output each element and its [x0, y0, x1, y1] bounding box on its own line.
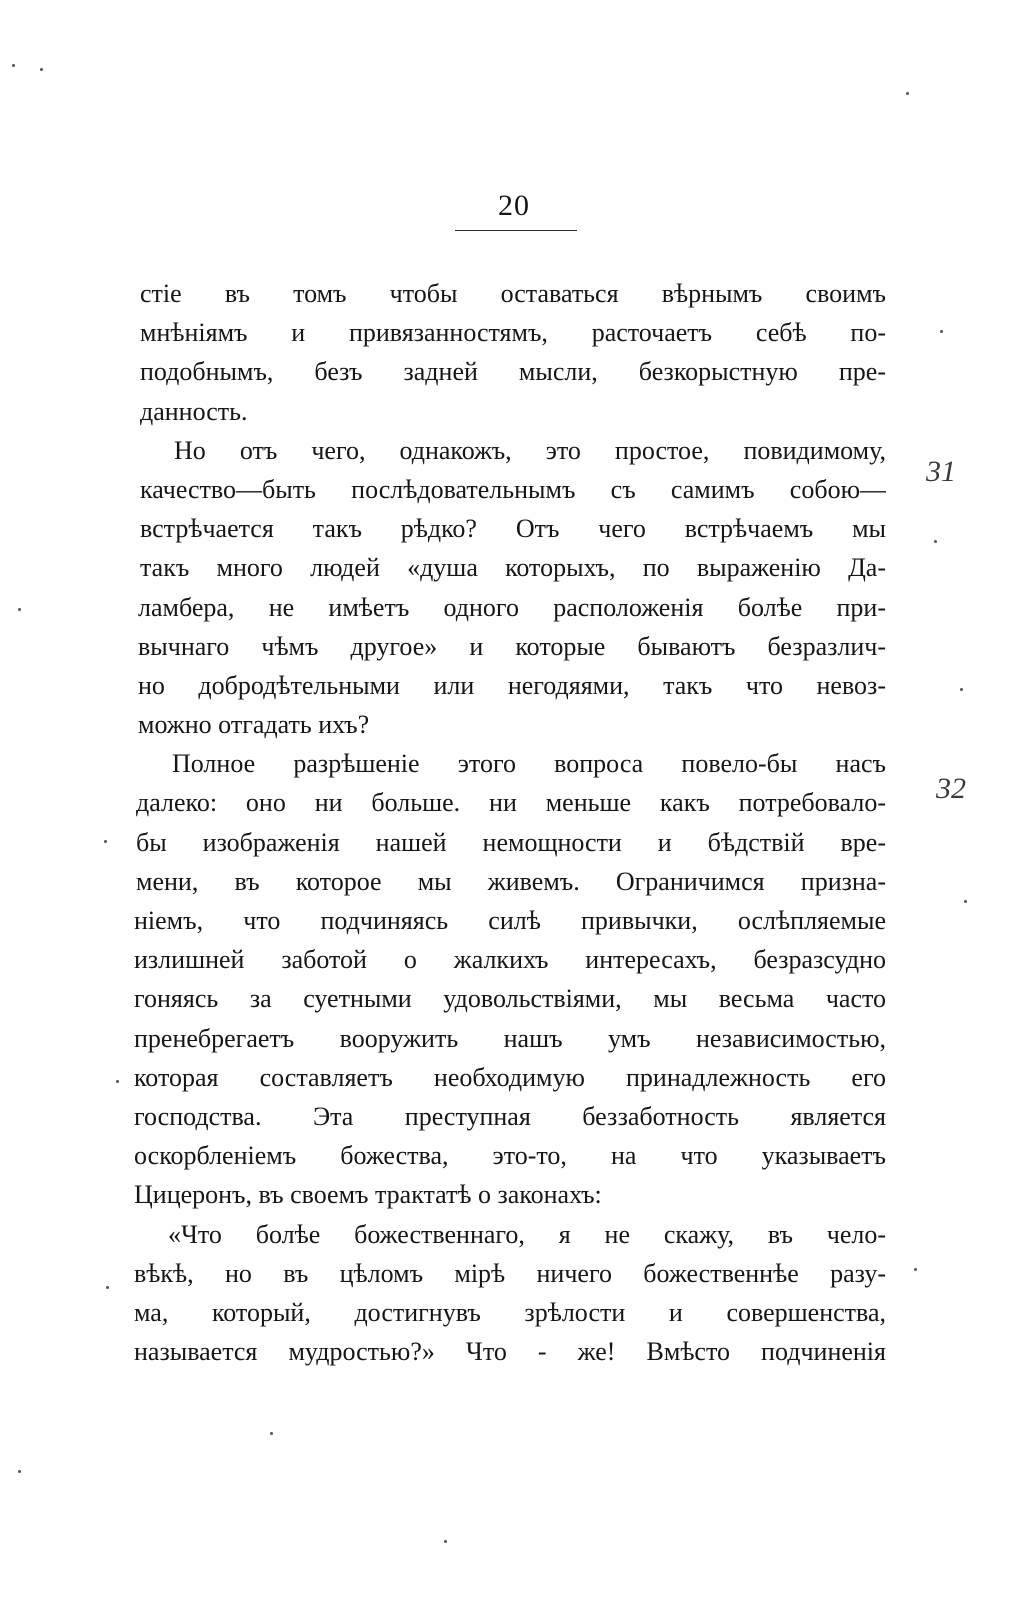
text-line: которая составляетъ необходимую принадлежность его: [134, 1062, 886, 1092]
text-line: Цицеронъ, въ своемъ трактатѣ о законахъ:: [134, 1180, 602, 1210]
text-line: ма, который, достигнувъ зрѣлости и совершенства,: [134, 1297, 886, 1327]
text-line: ламбера, не имѣетъ одного расположенія болѣе при-: [138, 592, 886, 622]
text-line: встрѣчается такъ рѣдко? Отъ чего встрѣчаемъ мы: [140, 514, 886, 544]
page-number: 20: [498, 189, 530, 222]
text-line: мнѣніямъ и привязанностямъ, расточаетъ себѣ по-: [140, 318, 886, 348]
text-line: Но отъ чего, однакожъ, это простое, повидимому,: [174, 435, 886, 465]
text-line: господства. Эта преступная беззаботность является: [134, 1101, 886, 1131]
text-line: качество—быть послѣдовательнымъ съ самимъ собою—: [140, 474, 886, 504]
text-line: ніемъ, что подчиняясь силѣ привычки, ослѣпляемые: [134, 906, 886, 935]
text-line: пренебрегаетъ вооружить нашъ умъ независимостью,: [134, 1023, 886, 1053]
text-line: подобнымъ, безъ задней мысли, безкорыстную пре-: [140, 357, 886, 387]
text-line: вычнаго чѣмъ другое» и которые бываютъ безразлич-: [138, 631, 886, 661]
page-number-rule: [455, 230, 577, 231]
scan-speck: [906, 92, 909, 95]
text-line: мени, въ которое мы живемъ. Ограничимся призна-: [136, 866, 886, 896]
text-line: гоняясь за суетными удовольствіями, мы весьма часто: [134, 984, 886, 1014]
text-line: такъ много людей «душа которыхъ, по выраженію Да-: [140, 553, 886, 583]
body-text: [134, 274, 886, 1371]
scan-speck: [940, 330, 943, 333]
text-line: можно отгадать ихъ?: [138, 710, 370, 740]
text-line: «Что болѣе божественнаго, я не скажу, въ чело-: [168, 1219, 886, 1249]
text-line: далеко: оно ни больше. ни меньше какъ потребовало-: [136, 788, 886, 818]
text-line: излишней заботой о жалкихъ интересахъ, безразсудно: [134, 945, 886, 975]
scan-speck: [964, 900, 967, 903]
scan-speck: [18, 1470, 21, 1473]
text-line: стіе въ томъ чтобы оставаться вѣрнымъ своимъ: [140, 279, 886, 308]
text-line: но добродѣтельными или негодяями, такъ что невоз-: [138, 670, 886, 700]
scan-speck: [106, 1286, 109, 1289]
scan-speck: [914, 1268, 917, 1271]
text-line: вѣкѣ, но въ цѣломъ мірѣ ничего божественнѣе разу-: [134, 1258, 886, 1288]
scan-speck: [12, 64, 15, 67]
margin-note: 31: [926, 455, 956, 488]
scan-speck: [104, 840, 107, 843]
scan-speck: [960, 688, 963, 691]
text-line: Полное разрѣшеніе этого вопроса повело-бы насъ: [172, 749, 886, 779]
text-line: оскорбленіемъ божества, это-то, на что указываетъ: [134, 1141, 886, 1171]
text-line: бы изображенія нашей немощности и бѣдствій вре-: [136, 827, 886, 857]
text-line: называется мудростью?» Что - же! Вмѣсто подчиненія: [134, 1337, 886, 1367]
text-line: данность.: [140, 396, 248, 426]
scan-speck: [444, 1540, 447, 1543]
scan-speck: [270, 1432, 273, 1435]
margin-note: 32: [936, 772, 966, 805]
scan-speck: [116, 1080, 119, 1083]
scan-speck: [934, 540, 937, 543]
scan-speck: [40, 68, 43, 71]
scan-speck: [18, 608, 21, 611]
